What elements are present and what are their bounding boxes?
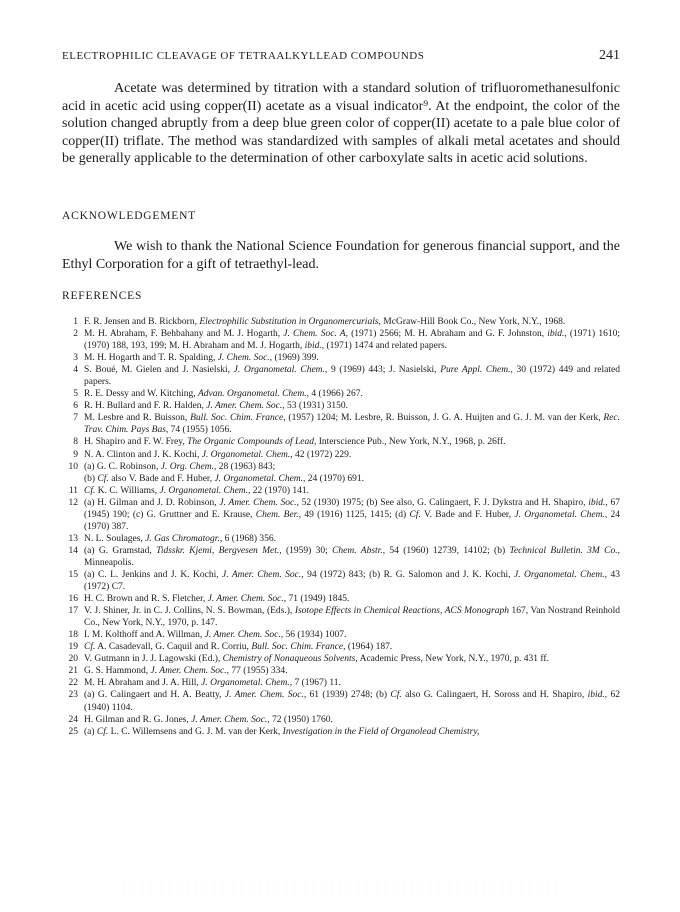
- reference-text: V. Gutmann in J. J. Lagowski (Ed.),: [84, 654, 223, 665]
- reference-italic-text: Tidsskr. Kjemi, Bergvesen Met.: [156, 545, 280, 556]
- reference-italic-text: Investigation in the Field of Organolead Chemistry,: [282, 726, 480, 737]
- reference-number: 13: [68, 533, 78, 544]
- reference-number: 19: [68, 642, 78, 653]
- reference-italic-text: Pure Appl. Chem.: [440, 365, 511, 376]
- reference-text: (a) G. Gramstad,: [84, 545, 157, 556]
- reference-text: , 56 (1934) 1007.: [280, 630, 347, 641]
- reference-text: also V. Bade and F. Huber,: [108, 473, 215, 484]
- reference-italic-text: J. Amer. Chem. Soc.: [150, 666, 227, 677]
- reference-item: [62, 629, 620, 641]
- reference-text: (a): [84, 726, 97, 737]
- reference-text: , 28 (1963) 843;: [214, 461, 276, 472]
- reference-italic-text: J. Organometal. Chem.: [514, 509, 605, 520]
- reference-text: , Interscience Pub., New York, N.Y., 1968, p. 26ff.: [313, 437, 506, 448]
- reference-text: , 42 (1972) 229.: [290, 449, 352, 460]
- scan-speckle: [120, 882, 560, 896]
- reference-item: [62, 726, 620, 738]
- reference-text: H. C. Brown and R. S. Fletcher,: [84, 594, 208, 605]
- reference-italic-text: Rec. Trav. Chim. Pays Bas: [84, 413, 620, 436]
- reference-number: 5: [73, 389, 78, 400]
- reference-text: V. Bade and F. Huber,: [420, 509, 515, 520]
- reference-italic-text: The Organic Compounds of Lead: [187, 437, 314, 448]
- reference-text: , 54 (1960) 12739, 14102; (b): [382, 545, 510, 556]
- reference-italic-text: J. Organometal. Chem.: [159, 485, 249, 496]
- reference-number: 2: [73, 329, 78, 340]
- reference-item: [62, 665, 620, 677]
- reference-text: , 6 (1968) 356.: [219, 533, 277, 544]
- reference-text: R. E. Dessy and W. Kitching,: [84, 389, 198, 400]
- reference-italic-text: Technical Bulletin. 3M Co.: [509, 545, 618, 556]
- running-head-title: ELECTROPHILIC CLEAVAGE OF TETRAALKYLLEAD COMPOUNDS: [62, 50, 425, 62]
- reference-number: 18: [68, 630, 78, 641]
- reference-item: [62, 461, 620, 485]
- reference-item: [62, 569, 620, 593]
- reference-item: [62, 364, 620, 388]
- reference-text: F. R. Jensen and B. Rickborn,: [84, 317, 200, 327]
- reference-text: , (1964) 187.: [343, 642, 393, 653]
- reference-text: , 30 (1972) 449 and related papers.: [84, 365, 620, 388]
- reference-text: N. L. Soulages,: [84, 533, 146, 544]
- reference-text: M. H. Abraham and J. A. Hill,: [84, 678, 202, 689]
- reference-item: [62, 714, 620, 726]
- reference-number: 10: [68, 461, 78, 472]
- reference-text: , McGraw-Hill Book Co., New York, N.Y., 1968.: [378, 317, 566, 327]
- reference-italic-text: J. Organometal. Chem.: [201, 678, 290, 689]
- reference-italic-text: Cf.: [84, 485, 96, 496]
- reference-italic-text: ibid.: [588, 497, 606, 508]
- reference-item: [62, 328, 620, 352]
- reference-item: [62, 352, 620, 364]
- reference-italic-text: J. Amer. Chem. Soc.: [222, 569, 302, 580]
- reference-text: H. Gilman and R. G. Jones,: [84, 714, 192, 725]
- reference-text: , 77 (1955) 334.: [226, 666, 288, 677]
- reference-text: , (1971) 1474 and related papers.: [321, 341, 448, 352]
- reference-item: [62, 485, 620, 497]
- reference-text: , 43 (1972) C7.: [84, 569, 620, 593]
- reference-text: , 9 (1969) 443; J. Nasielski,: [324, 365, 441, 376]
- reference-italic-text: J. Chem. Soc. A: [283, 329, 346, 340]
- reference-italic-text: J. Organometal. Chem.: [201, 449, 291, 460]
- reference-italic-text: Cf.: [97, 473, 109, 484]
- reference-item: [62, 677, 620, 689]
- reference-number: 9: [73, 449, 78, 460]
- reference-text: , (1971) 2566; M. H. Abraham and G. F. Johnston,: [345, 329, 548, 340]
- reference-italic-text: Isotope Effects in Chemical Reactions, ACS Monograph: [294, 606, 509, 617]
- reference-italic-text: Chem. Abstr.: [332, 545, 383, 556]
- reference-italic-text: Cf.: [390, 690, 402, 701]
- reference-text: , 94 (1972) 843; (b) R. G. Salomon and J. K. Kochi,: [301, 569, 514, 580]
- reference-item: [62, 449, 620, 461]
- reference-italic-text: J. Organometal. Chem.: [233, 365, 325, 376]
- reference-italic-text: J. Amer. Chem. Soc.: [206, 401, 283, 412]
- reference-item: [62, 641, 620, 653]
- reference-italic-text: ibid.: [587, 690, 605, 701]
- reference-text: , (1957) 1204; M. Lesbre, R. Buisson, J. G. A. Huijten and G. J. M. van der Kerk,: [283, 413, 604, 424]
- references-heading: REFERENCES: [62, 290, 143, 302]
- reference-text: , 53 (1931) 3150.: [282, 401, 348, 412]
- reference-item: [62, 653, 620, 665]
- reference-text: , 71 (1949) 1845.: [283, 594, 350, 605]
- reference-italic-text: J. Amer. Chem. Soc.: [204, 630, 281, 641]
- reference-italic-text: Bull. Soc. Chim. France: [190, 413, 284, 424]
- reference-text: L. C. Willemsens and G. J. M. van der Kerk,: [108, 726, 283, 737]
- reference-number: 12: [68, 497, 78, 508]
- reference-italic-text: Bull. Soc. Chim. France: [251, 642, 344, 653]
- reference-item: [62, 533, 620, 545]
- acknowledgement-heading: ACKNOWLEDGEMENT: [62, 210, 197, 222]
- reference-italic-text: J. Organometal. Chem.: [513, 569, 605, 580]
- reference-italic-text: ibid.: [304, 341, 322, 352]
- page-number: 241: [599, 48, 620, 63]
- reference-italic-text: J. Amer. Chem. Soc.: [224, 690, 304, 701]
- reference-text: , Minneapolis.: [84, 545, 620, 568]
- reference-number: 16: [68, 594, 78, 605]
- reference-item: [62, 436, 620, 448]
- reference-item: [62, 316, 620, 328]
- reference-text: , 22 (1970) 141.: [248, 485, 309, 496]
- reference-italic-text: Electrophilic Substitution in Organomercurials: [199, 317, 379, 327]
- reference-text: , 61 (1939) 2748; (b): [303, 690, 391, 701]
- reference-text: (a) G. C. Robinson,: [84, 461, 161, 472]
- reference-item: [62, 400, 620, 412]
- reference-number: 24: [68, 714, 78, 725]
- reference-number: 17: [68, 606, 78, 617]
- reference-number: 14: [68, 545, 78, 556]
- reference-text: I. M. Kolthoff and A. Willman,: [84, 630, 205, 641]
- reference-italic-text: J. Org. Chem.: [160, 461, 215, 472]
- reference-number: 23: [68, 690, 78, 701]
- reference-text: , 67 (1945) 190; (c) G. Gruttner and E. Krause,: [84, 497, 620, 520]
- reference-italic-text: J. Amer. Chem. Soc.: [207, 594, 284, 605]
- reference-text: , 52 (1930) 1975; (b) See also, G. Calingaert, F. J. Dykstra and H. Shapiro,: [296, 497, 589, 508]
- reference-text: , 7 (1967) 11.: [289, 678, 341, 689]
- reference-italic-text: Cf.: [96, 726, 109, 737]
- reference-italic-text: Cf.: [84, 642, 96, 653]
- reference-text: , (1969) 399.: [269, 353, 319, 364]
- reference-text: M. Lesbre and R. Buisson,: [84, 413, 191, 424]
- reference-italic-text: ibid.: [547, 329, 565, 340]
- reference-text: , 24 (1970) 691.: [303, 473, 364, 484]
- reference-italic-text: J. Amer. Chem. Soc.: [219, 497, 297, 508]
- reference-text: M. H. Hogarth and T. R. Spalding,: [84, 353, 218, 364]
- reference-item: [62, 593, 620, 605]
- reference-text: , (1959) 30;: [279, 545, 333, 556]
- reference-italic-text: J. Amer. Chem. Soc.: [191, 714, 268, 725]
- reference-italic-text: J. Organometal. Chem.: [214, 473, 304, 484]
- reference-item: [62, 497, 620, 533]
- reference-number: 11: [68, 485, 78, 496]
- acknowledgement-paragraph: We wish to thank the National Science Foundation for generous financial support, and the Ethyl Corporation for a gift of tetraethyl-lead.: [62, 239, 620, 272]
- reference-text: A. Casadevall, G. Caquil and R. Corriu,: [95, 642, 252, 653]
- reference-item: [62, 689, 620, 713]
- reference-italic-text: Cf.: [409, 509, 421, 520]
- reference-text: (a) H. Gilman and J. D. Robinson,: [84, 497, 220, 508]
- reference-text: , 62 (1940) 1104.: [84, 690, 620, 713]
- reference-item: [62, 605, 620, 629]
- reference-number: 21: [68, 666, 78, 677]
- reference-number: 7: [73, 413, 78, 424]
- reference-text: , 49 (1916) 1125, 1415; (d): [298, 509, 410, 520]
- reference-number: 3: [73, 353, 78, 364]
- reference-text: , (1971) 1610; (1970) 188, 193, 199; M. H. Abraham and M. J. Hogarth,: [84, 329, 620, 352]
- reference-number: 6: [73, 401, 78, 412]
- reference-text: also G. Calingaert, H. Soross and H. Shapiro,: [401, 690, 588, 701]
- reference-italic-text: Advan. Organometal. Chem.: [198, 389, 307, 400]
- reference-number: 22: [68, 678, 78, 689]
- reference-text: , 72 (1950) 1760.: [267, 714, 333, 725]
- reference-text: , 4 (1966) 267.: [306, 389, 363, 400]
- reference-item: [62, 388, 620, 400]
- reference-item: [62, 412, 620, 436]
- reference-italic-text: J. Gas Chromatogr.: [145, 533, 220, 544]
- reference-text: , 74 (1955) 1056.: [165, 425, 232, 436]
- reference-number: 4: [73, 365, 78, 376]
- reference-text: , Academic Press, New York, N.Y., 1970, p. 431 ff.: [355, 654, 549, 665]
- reference-text: G. S. Hammond,: [84, 666, 151, 677]
- reference-text: R. H. Bullard and F. R. Halden,: [84, 401, 207, 412]
- reference-number: 25: [68, 726, 78, 737]
- reference-italic-text: Chemistry of Nonaqueous Solvents: [222, 654, 356, 665]
- reference-text: K. C. Williams,: [95, 485, 160, 496]
- reference-text: (b): [84, 473, 98, 484]
- reference-italic-text: J. Chem. Soc.: [217, 353, 270, 364]
- reference-text: H. Shapiro and F. W. Frey,: [84, 437, 188, 448]
- reference-text: (a) C. L. Jenkins and J. K. Kochi,: [84, 569, 223, 580]
- reference-item: [62, 545, 620, 569]
- reference-text: M. H. Abraham, F. Behbahany and M. J. Hogarth,: [84, 329, 284, 340]
- reference-number: 8: [73, 437, 78, 448]
- reference-text: V. J. Shiner, Jr. in C. J. Collins, N. S. Bowman, (Eds.),: [84, 606, 295, 617]
- reference-italic-text: Chem. Ber.: [255, 509, 299, 520]
- body-paragraph-acetate: Acetate was determined by titration with a standard solution of trifluoromethanesulfonic acid in acetic acid using copper(II) acetate as a visual indicator⁹. At the endpoint, the color of the solution changed abruptly from a deep blue green color of copper(II) acetate to a pale blue color of copper(II) triflate. The method was standardized with samples of alkali metal acetates and should be generally applicable to the determination of other carboxylate salts in acetic acid solutions.: [62, 81, 620, 166]
- reference-number: 1: [73, 317, 78, 327]
- reference-text: S. Boué, M. Gielen and J. Nasielski,: [84, 365, 234, 376]
- reference-text: N. A. Clinton and J. K. Kochi,: [84, 449, 202, 460]
- reference-text: 167, Van Nostrand Reinhold Co., New York, N.Y., 1970, p. 147.: [84, 606, 620, 629]
- reference-number: 20: [68, 654, 78, 665]
- reference-text: (a) G. Calingaert and H. A. Beatty,: [84, 690, 225, 701]
- reference-text: , 24 (1970) 387.: [84, 509, 620, 532]
- reference-number: 15: [68, 569, 78, 580]
- reference-list: [62, 316, 620, 738]
